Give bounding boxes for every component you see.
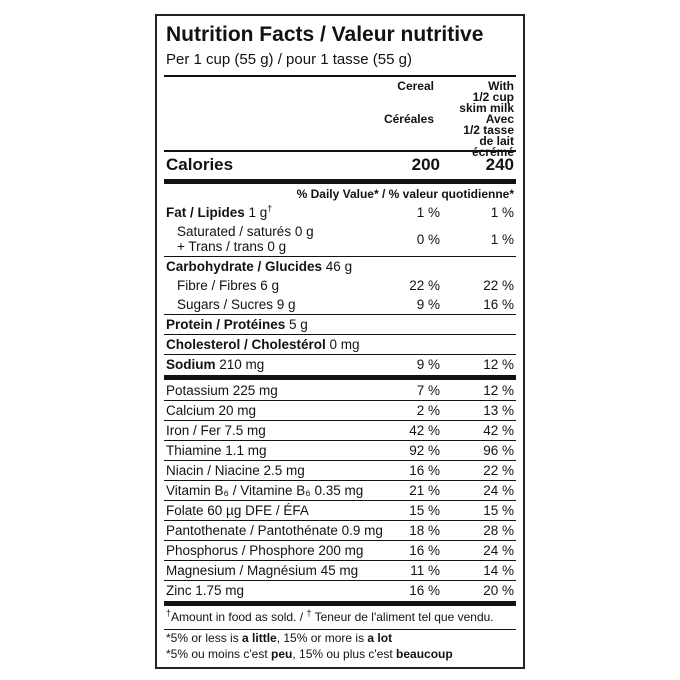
footnote-text: *5% or less is [166,631,243,645]
footnote-bold-text: a lot [367,631,393,645]
nutrient-name-text: Thiamine 1.1 mg [166,443,267,458]
nutrient-row [157,441,523,460]
dagger-symbol: † [166,608,172,618]
milk-percent-value: 28 % [483,523,514,538]
nutrient-name [166,583,378,598]
footnote-text: *5% ou moins c'est [166,647,272,661]
nutrient-name [166,383,378,398]
cereal-percent-value: 21 % [409,483,440,498]
dagger-symbol: † [267,203,273,214]
milk-percent-value: 1 % [490,205,514,220]
nutrient-row [157,295,523,314]
nutrient-name [166,403,378,418]
cereal-percent-value: 42 % [409,423,440,438]
cereal-percent-value: 9 % [416,297,440,312]
nutrient-name-text: Magnesium / Magnésium 45 mg [166,563,359,578]
nutrient-name-bold: Sodium [166,357,216,372]
milk-percent-value: 15 % [483,503,514,518]
milk-percent-value: 12 % [483,357,514,372]
cereal-percent-value: 15 % [409,503,440,518]
nutrient-name [166,443,378,458]
cereal-percent-value: 1 % [416,205,440,220]
milk-percent-value: 13 % [483,403,514,418]
nutrient-row [157,581,523,600]
nutrient-name-text: Pantothenate / Pantothénate 0.9 mg [166,523,383,538]
footnote-amount-fr: Teneur de l'aliment tel que vendu. [311,610,494,624]
nutrient-name-text: 5 g [285,317,308,332]
column-header-milk-en-line: 1/2 cup [472,90,514,104]
cereal-percent-value: 11 % [410,563,440,578]
footnote-daily-value-en [157,630,523,646]
calories-label: Calories [166,155,234,174]
nutrient-name-text: Potassium 225 mg [166,383,278,398]
nutrition-facts-label [155,14,525,669]
nutrient-row [157,335,523,354]
column-header-milk-fr-line: de lait écrémé [471,134,514,159]
nutrient-row [157,355,523,374]
column-header-milk [434,79,514,159]
column-header-cereal-en: Cereal [397,79,434,93]
nutrient-name-text: Niacin / Niacine 2.5 mg [166,463,305,478]
cereal-percent-value: 16 % [409,463,440,478]
thick-divider [164,601,516,606]
nutrient-row [157,222,523,256]
nutrient-name [166,317,378,332]
column-headers [157,77,523,159]
nutrient-name-text: 1 g [244,205,268,220]
cereal-percent-value: 7 % [416,383,440,398]
nutrient-row [157,276,523,295]
nutrient-row [157,315,523,334]
nutrient-name-text: Phosphorus / Phosphore 200 mg [166,543,364,558]
milk-percent-value: 22 % [483,463,514,478]
milk-percent-value: 42 % [483,423,514,438]
nutrient-row [157,521,523,540]
nutrient-name [166,423,378,438]
nutrient-name [166,463,378,478]
nutrient-rows [157,203,523,606]
nutrient-name-text: 210 mg [215,357,265,372]
nutrient-name [166,297,378,312]
column-header-milk-fr-line: Avec [485,112,514,126]
nutrient-name [166,259,378,274]
milk-percent-value: 20 % [483,583,514,598]
milk-percent-value: 24 % [483,483,514,498]
milk-percent-value: 16 % [483,297,514,312]
nutrient-name-text: Vitamin B₆ / Vitamine B₆ 0.35 mg [166,483,364,498]
milk-percent-value: 14 % [483,563,514,578]
nutrient-name [166,503,378,518]
milk-percent-value: 12 % [483,383,514,398]
nutrient-name-line: + Trans / trans 0 g [177,239,287,254]
nutrient-name [166,224,378,254]
nutrient-name-text: Zinc 1.75 mg [166,583,245,598]
nutrient-name-text: Fibre / Fibres 6 g [177,278,280,293]
thick-divider [164,375,516,380]
nutrient-name [166,337,378,352]
nutrient-name-text: Sugars / Sucres 9 g [177,297,296,312]
nutrient-row [157,203,523,222]
milk-percent-value: 96 % [483,443,514,458]
nutrient-row [157,381,523,400]
cereal-percent-value: 22 % [409,278,440,293]
cereal-percent-value: 92 % [409,443,440,458]
footnotes [157,607,523,667]
footnote-amount-en: Amount in food as sold. / [171,610,307,624]
nutrient-row [157,561,523,580]
nutrient-name-text: Calcium 20 mg [166,403,257,418]
nutrient-name-text: Folate 60 µg DFE / ÉFA [166,503,309,518]
milk-percent-value: 22 % [483,278,514,293]
thick-divider [164,179,516,184]
cereal-percent-value: 0 % [416,231,440,247]
nutrient-name [166,523,383,538]
cereal-percent-value: 16 % [409,543,440,558]
milk-percent-value: 24 % [483,543,514,558]
footnote-text: , 15% ou plus c'est [292,647,397,661]
nutrient-row [157,501,523,520]
serving-size: Per 1 cup (55 g) / pour 1 tasse (55 g) [166,51,412,68]
nutrient-name [166,278,378,293]
nutrient-row [157,481,523,500]
nutrient-name [166,543,378,558]
label-title: Nutrition Facts / Valeur nutritive [166,23,484,46]
column-header-cereal [368,81,434,147]
nutrient-name-bold: Fat / Lipides [166,205,245,220]
calories-milk-value: 240 [485,155,514,174]
nutrient-row [157,541,523,560]
nutrient-name-text: 46 g [322,259,353,274]
daily-value-header: % Daily Value* / % valeur quotidienne* [296,187,514,201]
nutrient-name [166,357,378,372]
nutrient-name-line: Saturated / saturés 0 g [177,224,314,239]
nutrient-row [157,257,523,276]
footnote-daily-value-fr [157,646,523,667]
nutrient-name [166,563,378,578]
calories-row [157,152,523,178]
footnote-bold-text: beaucoup [396,647,453,661]
footnote-text: , 15% or more is [276,631,368,645]
column-header-cereal-fr: Céréales [383,112,434,126]
cereal-percent-value: 18 % [409,523,440,538]
column-header-milk-fr-line: 1/2 tasse [463,123,514,137]
nutrient-name-bold: Cholesterol / Cholestérol [166,337,326,352]
nutrient-name [166,205,378,220]
nutrient-row [157,461,523,480]
cereal-percent-value: 16 % [409,583,440,598]
cereal-percent-value: 2 % [416,403,440,418]
nutrient-name [166,483,378,498]
column-headers-spacer [166,81,368,147]
footnote-amount-as-sold [157,607,523,629]
footnote-bold-text: a little [242,631,277,645]
nutrient-row [157,401,523,420]
nutrient-name-text: 0 mg [325,337,360,352]
dagger-symbol: † [306,608,312,618]
nutrient-name-text: Iron / Fer 7.5 mg [166,423,266,438]
nutrient-name-bold: Protein / Protéines [166,317,286,332]
nutrient-row [157,421,523,440]
footnote-bold-text: peu [271,647,293,661]
milk-percent-value: 1 % [490,231,514,247]
cereal-percent-value: 9 % [416,357,440,372]
nutrient-name-bold: Carbohydrate / Glucides [166,259,323,274]
column-header-milk-en-line: With [488,79,514,93]
column-header-milk-en-line: skim milk [459,101,514,115]
calories-cereal-value: 200 [411,155,440,174]
